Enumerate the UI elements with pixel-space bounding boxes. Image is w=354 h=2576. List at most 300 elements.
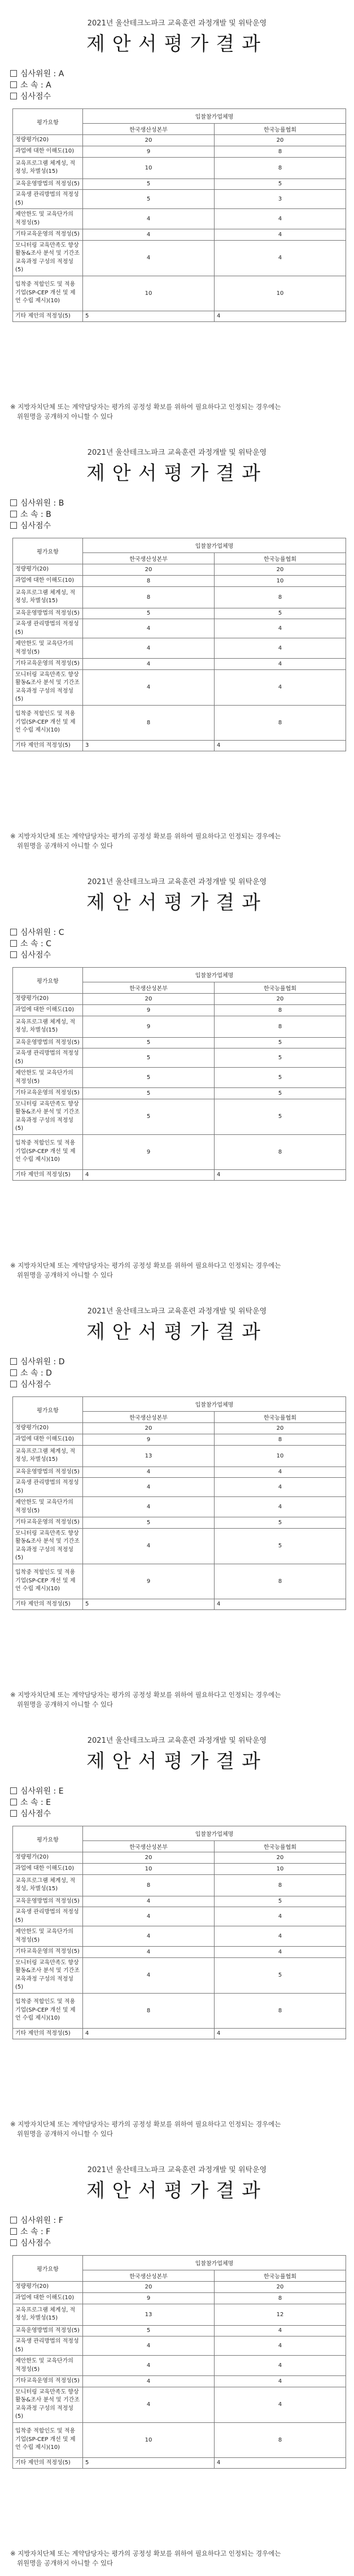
score-table [12, 538, 346, 751]
criteria-cell: 교육생 관리방법의 적정성(5) [13, 2336, 83, 2356]
company1-score-cell: 5 [83, 311, 215, 322]
company2-score-cell: 4 [215, 669, 346, 705]
table-row [13, 209, 346, 229]
criteria-cell: 입착중 적합인도 및 적용기업(SP-CEP 개선 및 제언 수립 제시)(10) [13, 1134, 83, 1169]
company2-score-cell: 20 [215, 564, 346, 576]
company2-score-cell: 4 [215, 2387, 346, 2422]
criteria-header: 평가요항 [13, 2256, 83, 2282]
criteria-cell: 기타교육운영의 적정성(5) [13, 229, 83, 241]
table-row [13, 1099, 346, 1134]
criteria-cell: 과업에 대한 이해도(10) [13, 1004, 83, 1016]
company1-score-cell: 4 [83, 2376, 215, 2387]
evaluator-line [10, 68, 64, 79]
company2-score-cell: 8 [215, 705, 346, 740]
disclosure-note [10, 1261, 346, 1281]
company1-score-cell: 10 [83, 157, 215, 179]
company1-score-cell: 20 [83, 564, 215, 576]
company1-score-cell: 8 [83, 705, 215, 740]
company2-score-cell: 4 [215, 1478, 346, 1497]
score-table [12, 2255, 346, 2469]
company1-score-cell: 5 [83, 1099, 215, 1134]
company1-score-cell: 8 [83, 586, 215, 608]
company2-score-cell: 4 [215, 659, 346, 670]
table-row [13, 1896, 346, 1907]
checkbox-icon [10, 1381, 17, 1387]
evaluator-value: A [58, 69, 64, 79]
criteria-cell: 입착중 적합인도 및 적용기업(SP-CEP 개선 및 제언 수립 제시)(10) [13, 276, 83, 311]
company1-score-cell: 4 [83, 669, 215, 705]
criteria-cell: 모니터링 교육만족도 향상활동&조사 분석 및 기간조 교육과정 구성의 적정성(5) [13, 1957, 83, 1993]
criteria-cell: 교육운영방법의 적정성(5) [13, 1467, 83, 1478]
note-line: 위원명을 공개하지 아니할 수 있다 [17, 1700, 113, 1709]
criteria-cell: 교육프로그램 체계성, 적정성, 차별성(15) [13, 157, 83, 179]
affiliation-value: D [46, 1369, 52, 1378]
note-line: 위원명을 공개하지 아니할 수 있다 [17, 842, 113, 850]
document-title: 제안서평가결과 [86, 891, 268, 914]
evaluator-line [10, 1785, 64, 1796]
affiliation-value: C [46, 939, 51, 948]
criteria-cell: 정량평가(20) [13, 564, 83, 576]
evaluation-section [0, 1288, 354, 1717]
criteria-cell: 기타교육운영의 적정성(5) [13, 1947, 83, 1958]
affiliation-line [10, 1367, 52, 1378]
score-line [10, 949, 51, 960]
evaluator-label: 심사위원 : [20, 69, 59, 79]
table-row [13, 1434, 346, 1445]
company1-score-cell: 4 [83, 240, 215, 276]
table-row [13, 1004, 346, 1016]
company2-score-cell: 8 [215, 1564, 346, 1599]
note-line: ※ 지방자치단체 또는 계약담당자는 평가의 공정성 확보를 위하여 필요하다고 인정되는 경우에는 [10, 832, 281, 840]
checkbox-icon [10, 2239, 17, 2246]
evaluator-label: 심사위원 : [20, 1787, 59, 1796]
criteria-cell: 정량평가(20) [13, 2282, 83, 2293]
table-row [13, 146, 346, 157]
company2-score-cell: 8 [215, 157, 346, 179]
evaluator-value: F [58, 2216, 63, 2225]
company2-score-cell: 8 [215, 146, 346, 157]
company1-score-cell: 5 [83, 2325, 215, 2336]
company2-score-cell: 5 [215, 608, 346, 619]
criteria-cell: 기타 제안의 적정성(5) [13, 2457, 83, 2469]
criteria-cell: 교육운영방법의 적정성(5) [13, 608, 83, 619]
company1-score-cell: 4 [83, 2387, 215, 2422]
affiliation-line [10, 2226, 50, 2237]
company1-score-cell: 4 [83, 1926, 215, 1947]
evaluator-value: B [58, 499, 64, 508]
affiliation-line [10, 508, 51, 520]
company1-score-cell: 8 [83, 575, 215, 586]
table-row [13, 2282, 346, 2293]
table-row [13, 2325, 346, 2336]
evaluation-section [0, 859, 354, 1288]
document-title: 제안서평가결과 [86, 462, 268, 485]
table-row [13, 157, 346, 179]
evaluator-label: 심사위원 : [20, 499, 59, 508]
company2-score-cell: 20 [215, 2282, 346, 2293]
score-table [12, 1826, 346, 2039]
affiliation-value: B [46, 510, 51, 519]
criteria-cell: 정량평가(20) [13, 994, 83, 1005]
evaluator-line [10, 1356, 65, 1367]
score-label: 심사점수 [20, 1809, 51, 1818]
company2-score-cell: 12 [215, 2304, 346, 2325]
company2-score-cell: 4 [215, 311, 346, 322]
table-row [13, 2387, 346, 2422]
table-row [13, 1517, 346, 1529]
company2-header: 한국능률협회 [215, 1841, 346, 1852]
evaluation-section [0, 1717, 354, 2147]
criteria-cell: 기타교육운영의 적정성(5) [13, 1517, 83, 1529]
criteria-cell: 과업에 대한 이해도(10) [13, 2292, 83, 2304]
company2-score-cell: 4 [215, 2325, 346, 2336]
company1-score-cell: 5 [83, 1068, 215, 1088]
table-row [13, 179, 346, 190]
company2-score-cell: 5 [215, 1957, 346, 1993]
table-row [13, 2336, 346, 2356]
checkbox-icon [10, 499, 17, 506]
criteria-header: 평가요항 [13, 109, 83, 135]
company2-score-cell: 8 [215, 1434, 346, 1445]
affiliation-value: A [46, 81, 51, 90]
table-row [13, 1478, 346, 1497]
evaluator-value: D [58, 1357, 65, 1367]
checkbox-icon [10, 1369, 17, 1376]
criteria-cell: 기타교육운영의 적정성(5) [13, 1088, 83, 1099]
affiliation-value: E [46, 1798, 51, 1807]
company1-score-cell: 9 [83, 146, 215, 157]
evaluator-value: E [58, 1787, 64, 1796]
document-subtitle: 2021년 울산테크노파크 교육훈련 과정개발 및 위탁운영 [87, 449, 267, 457]
company1-score-cell: 5 [83, 1088, 215, 1099]
note-line: 위원명을 공개하지 아니할 수 있다 [17, 1271, 113, 1280]
note-line: ※ 지방자치단체 또는 계약담당자는 평가의 공정성 확보를 위하여 필요하다고 인정되는 경우에는 [10, 1691, 281, 1699]
evaluation-section [0, 2147, 354, 2576]
table-row [13, 1528, 346, 1564]
company2-header: 한국능률협회 [215, 2270, 346, 2282]
table-row [13, 1088, 346, 1099]
company1-score-cell: 20 [83, 1852, 215, 1864]
table-row [13, 2292, 346, 2304]
criteria-cell: 모니터링 교육만족도 향상활동&조사 분석 및 기간조 교육과정 구성의 적정성(5) [13, 2387, 83, 2422]
table-row [13, 705, 346, 740]
criteria-cell: 모니터링 교육만족도 향상활동&조사 분석 및 기간조 교육과정 구성의 적정성(5) [13, 1099, 83, 1134]
table-row [13, 1863, 346, 1874]
affiliation-value: F [46, 2227, 51, 2236]
company2-score-cell: 8 [215, 2292, 346, 2304]
criteria-cell: 제안한도 및 교육단가의 적정성(5) [13, 2356, 83, 2376]
company1-score-cell: 4 [83, 2356, 215, 2376]
company1-score-cell: 4 [83, 1497, 215, 1517]
company1-score-cell: 9 [83, 1016, 215, 1037]
checkbox-icon [10, 1787, 17, 1794]
table-row [13, 1134, 346, 1169]
company1-score-cell: 10 [83, 276, 215, 311]
table-row [13, 1907, 346, 1926]
company2-header: 한국능률협회 [215, 982, 346, 994]
criteria-cell: 기타교육운영의 적정성(5) [13, 2376, 83, 2387]
score-line [10, 1378, 51, 1390]
company1-score-cell: 9 [83, 1564, 215, 1599]
checkbox-icon [10, 940, 17, 947]
company2-score-cell: 4 [215, 229, 346, 241]
company1-score-cell: 4 [83, 1957, 215, 1993]
company2-score-cell: 8 [215, 586, 346, 608]
table-row [13, 1467, 346, 1478]
disclosure-note [10, 2120, 346, 2139]
company2-score-cell: 4 [215, 638, 346, 659]
table-row [13, 659, 346, 670]
company1-header: 한국생산성본부 [83, 124, 215, 135]
document-title: 제안서평가결과 [86, 1321, 268, 1343]
table-row [13, 2376, 346, 2387]
table-row [13, 1497, 346, 1517]
criteria-cell: 모니터링 교육만족도 향상활동&조사 분석 및 기간조 교육과정 구성의 적정성(5) [13, 1528, 83, 1564]
company1-score-cell: 5 [83, 1048, 215, 1068]
company2-header: 한국능률협회 [215, 124, 346, 135]
company1-score-cell: 5 [83, 190, 215, 209]
company1-score-cell: 20 [83, 135, 215, 146]
company2-score-cell: 20 [215, 135, 346, 146]
company2-score-cell: 5 [215, 1068, 346, 1088]
criteria-cell: 교육프로그램 체계성, 적정성, 차별성(15) [13, 1016, 83, 1037]
document-subtitle: 2021년 울산테크노파크 교육훈련 과정개발 및 위탁운영 [87, 19, 267, 28]
affiliation-label: 소 속 : [20, 939, 46, 948]
company1-score-cell: 10 [83, 1863, 215, 1874]
criteria-cell: 기타 제안의 적정성(5) [13, 740, 83, 751]
criteria-cell: 정량평가(20) [13, 1852, 83, 1864]
company1-score-cell: 5 [83, 1037, 215, 1048]
company2-header: 한국능률협회 [215, 1412, 346, 1423]
table-row [13, 575, 346, 586]
company2-score-cell: 8 [215, 1134, 346, 1169]
table-row [13, 564, 346, 576]
criteria-cell: 교육운영방법의 적정성(5) [13, 179, 83, 190]
criteria-header: 평가요항 [13, 1826, 83, 1852]
checkbox-icon [10, 522, 17, 529]
criteria-cell: 교육운영방법의 적정성(5) [13, 1896, 83, 1907]
company2-score-cell: 10 [215, 1863, 346, 1874]
table-row [13, 1926, 346, 1947]
company1-score-cell: 5 [83, 608, 215, 619]
criteria-cell: 교육프로그램 체계성, 적정성, 차별성(15) [13, 1874, 83, 1896]
criteria-cell: 정량평가(20) [13, 135, 83, 146]
company2-score-cell: 4 [215, 1169, 346, 1181]
company1-header: 한국생산성본부 [83, 553, 215, 564]
checkbox-icon [10, 2228, 17, 2235]
document-title: 제안서평가결과 [86, 2179, 268, 2202]
evaluator-label: 심사위원 : [20, 928, 59, 937]
table-row [13, 619, 346, 638]
document-title: 제안서평가결과 [86, 1750, 268, 1773]
criteria-cell: 제안한도 및 교육단가의 적정성(5) [13, 209, 83, 229]
note-line: ※ 지방자치단체 또는 계약담당자는 평가의 공정성 확보를 위하여 필요하다고 인정되는 경우에는 [10, 403, 281, 411]
company2-score-cell: 5 [215, 1048, 346, 1068]
table-row [13, 1016, 346, 1037]
bidder-group-header: 입찰참가업체명 [83, 109, 346, 124]
company1-score-cell: 4 [83, 1947, 215, 1958]
table-row [13, 994, 346, 1005]
table-row [13, 2304, 346, 2325]
document-subtitle: 2021년 울산테크노파크 교육훈련 과정개발 및 위탁운영 [87, 1307, 267, 1316]
note-line: ※ 지방자치단체 또는 계약담당자는 평가의 공정성 확보를 위하여 필요하다고 인정되는 경우에는 [10, 1261, 281, 1269]
criteria-cell: 기타 제안의 적정성(5) [13, 311, 83, 322]
note-line: 위원명을 공개하지 아니할 수 있다 [17, 2130, 113, 2138]
company1-score-cell: 4 [83, 1528, 215, 1564]
company2-header: 한국능률협회 [215, 553, 346, 564]
checkbox-icon [10, 511, 17, 517]
company2-score-cell: 4 [215, 619, 346, 638]
evaluation-section [0, 0, 354, 429]
table-row [13, 240, 346, 276]
checkbox-icon [10, 1358, 17, 1365]
company2-score-cell: 5 [215, 1528, 346, 1564]
company2-score-cell: 20 [215, 1423, 346, 1434]
score-label: 심사점수 [20, 92, 51, 101]
criteria-cell: 입착중 적합인도 및 적용기업(SP-CEP 개선 및 제언 수립 제시)(10) [13, 705, 83, 740]
company2-score-cell: 4 [215, 1497, 346, 1517]
table-row [13, 638, 346, 659]
criteria-cell: 기타교육운영의 적정성(5) [13, 659, 83, 670]
criteria-header: 평가요항 [13, 1397, 83, 1423]
company2-score-cell: 4 [215, 1926, 346, 1947]
checkbox-icon [10, 93, 17, 99]
criteria-cell: 교육생 관리방법의 적정성(5) [13, 1907, 83, 1926]
company1-score-cell: 20 [83, 994, 215, 1005]
criteria-cell: 입착중 적합인도 및 적용기업(SP-CEP 개선 및 제언 수립 제시)(10) [13, 1564, 83, 1599]
company2-score-cell: 8 [215, 2422, 346, 2457]
company1-score-cell: 9 [83, 1004, 215, 1016]
criteria-cell: 입착중 적합인도 및 적용기업(SP-CEP 개선 및 제언 수립 제시)(10) [13, 2422, 83, 2457]
score-label: 심사점수 [20, 521, 51, 530]
company2-score-cell: 10 [215, 1445, 346, 1467]
criteria-cell: 모니터링 교육만족도 향상활동&조사 분석 및 기간조 교육과정 구성의 적정성(5) [13, 240, 83, 276]
table-row [13, 1564, 346, 1599]
criteria-cell: 과업에 대한 이해도(10) [13, 575, 83, 586]
company2-score-cell: 10 [215, 575, 346, 586]
table-row [13, 1874, 346, 1896]
company1-score-cell: 5 [83, 1599, 215, 1610]
company1-score-cell: 4 [83, 2028, 215, 2039]
company1-score-cell: 8 [83, 1993, 215, 2028]
company1-score-cell: 9 [83, 2292, 215, 2304]
score-line [10, 1808, 51, 1819]
company1-score-cell: 5 [83, 2457, 215, 2469]
company2-score-cell: 20 [215, 994, 346, 1005]
table-row [13, 1169, 346, 1181]
affiliation-label: 소 속 : [20, 510, 46, 519]
company1-score-cell: 8 [83, 1874, 215, 1896]
criteria-cell: 교육생 관리방법의 적정성(5) [13, 190, 83, 209]
company1-score-cell: 10 [83, 2422, 215, 2457]
note-line: ※ 지방자치단체 또는 계약담당자는 평가의 공정성 확보를 위하여 필요하다고 인정되는 경우에는 [10, 2120, 281, 2128]
criteria-cell: 교육생 관리방법의 적정성(5) [13, 1048, 83, 1068]
company2-score-cell: 20 [215, 1852, 346, 1864]
affiliation-line [10, 79, 51, 90]
checkbox-icon [10, 1810, 17, 1817]
criteria-header: 평가요항 [13, 968, 83, 994]
table-row [13, 229, 346, 241]
company2-score-cell: 4 [215, 1907, 346, 1926]
disclosure-note [10, 402, 346, 422]
checkbox-icon [10, 951, 17, 958]
table-row [13, 740, 346, 751]
score-line [10, 520, 51, 531]
company1-score-cell: 4 [83, 2336, 215, 2356]
criteria-cell: 과업에 대한 이해도(10) [13, 1434, 83, 1445]
criteria-cell: 과업에 대한 이해도(10) [13, 1863, 83, 1874]
document-subtitle: 2021년 울산테크노파크 교육훈련 과정개발 및 위탁운영 [87, 2166, 267, 2174]
note-line: 위원명을 공개하지 아니할 수 있다 [17, 412, 113, 421]
score-table [12, 108, 346, 322]
table-row [13, 1993, 346, 2028]
note-line: 위원명을 공개하지 아니할 수 있다 [17, 2559, 113, 2568]
company2-score-cell: 4 [215, 740, 346, 751]
company1-score-cell: 4 [83, 229, 215, 241]
company2-score-cell: 4 [215, 2336, 346, 2356]
affiliation-label: 소 속 : [20, 1369, 46, 1378]
affiliation-line [10, 938, 51, 949]
evaluator-line [10, 2214, 63, 2226]
company2-score-cell: 5 [215, 1896, 346, 1907]
affiliation-label: 소 속 : [20, 2227, 46, 2236]
table-row [13, 1957, 346, 1993]
company2-score-cell: 4 [215, 2457, 346, 2469]
company2-score-cell: 4 [215, 2356, 346, 2376]
criteria-cell: 제안한도 및 교육단가의 적정성(5) [13, 1068, 83, 1088]
bidder-group-header: 입찰참가업체명 [83, 538, 346, 553]
disclosure-note [10, 832, 346, 851]
score-label: 심사점수 [20, 951, 51, 960]
bidder-group-header: 입찰참가업체명 [83, 1397, 346, 1412]
table-row [13, 1048, 346, 1068]
table-row [13, 2356, 346, 2376]
company1-header: 한국생산성본부 [83, 1841, 215, 1852]
company2-score-cell: 10 [215, 276, 346, 311]
company2-score-cell: 5 [215, 1099, 346, 1134]
company2-score-cell: 4 [215, 1467, 346, 1478]
evaluator-label: 심사위원 : [20, 1357, 59, 1367]
criteria-cell: 교육생 관리방법의 적정성(5) [13, 619, 83, 638]
company1-score-cell: 4 [83, 1467, 215, 1478]
table-row [13, 586, 346, 608]
checkbox-icon [10, 70, 17, 77]
criteria-header: 평가요항 [13, 538, 83, 564]
company2-score-cell: 3 [215, 190, 346, 209]
table-row [13, 1947, 346, 1958]
note-line: ※ 지방자치단체 또는 계약담당자는 평가의 공정성 확보를 위하여 필요하다고 인정되는 경우에는 [10, 2549, 281, 2557]
disclosure-note [10, 2549, 346, 2569]
checkbox-icon [10, 929, 17, 935]
company1-score-cell: 5 [83, 179, 215, 190]
company2-score-cell: 4 [215, 2028, 346, 2039]
table-row [13, 2457, 346, 2469]
criteria-cell: 제안한도 및 교육단가의 적정성(5) [13, 1926, 83, 1947]
company2-score-cell: 4 [215, 1599, 346, 1610]
checkbox-icon [10, 1799, 17, 1805]
checkbox-icon [10, 81, 17, 88]
score-label: 심사점수 [20, 1380, 51, 1389]
company2-score-cell: 4 [215, 209, 346, 229]
checkbox-icon [10, 2217, 17, 2223]
table-row [13, 608, 346, 619]
evaluator-label: 심사위원 : [20, 2216, 59, 2225]
company2-score-cell: 8 [215, 1874, 346, 1896]
company1-score-cell: 9 [83, 1434, 215, 1445]
score-table [12, 967, 346, 1181]
company2-score-cell: 8 [215, 1016, 346, 1037]
company1-score-cell: 4 [83, 209, 215, 229]
